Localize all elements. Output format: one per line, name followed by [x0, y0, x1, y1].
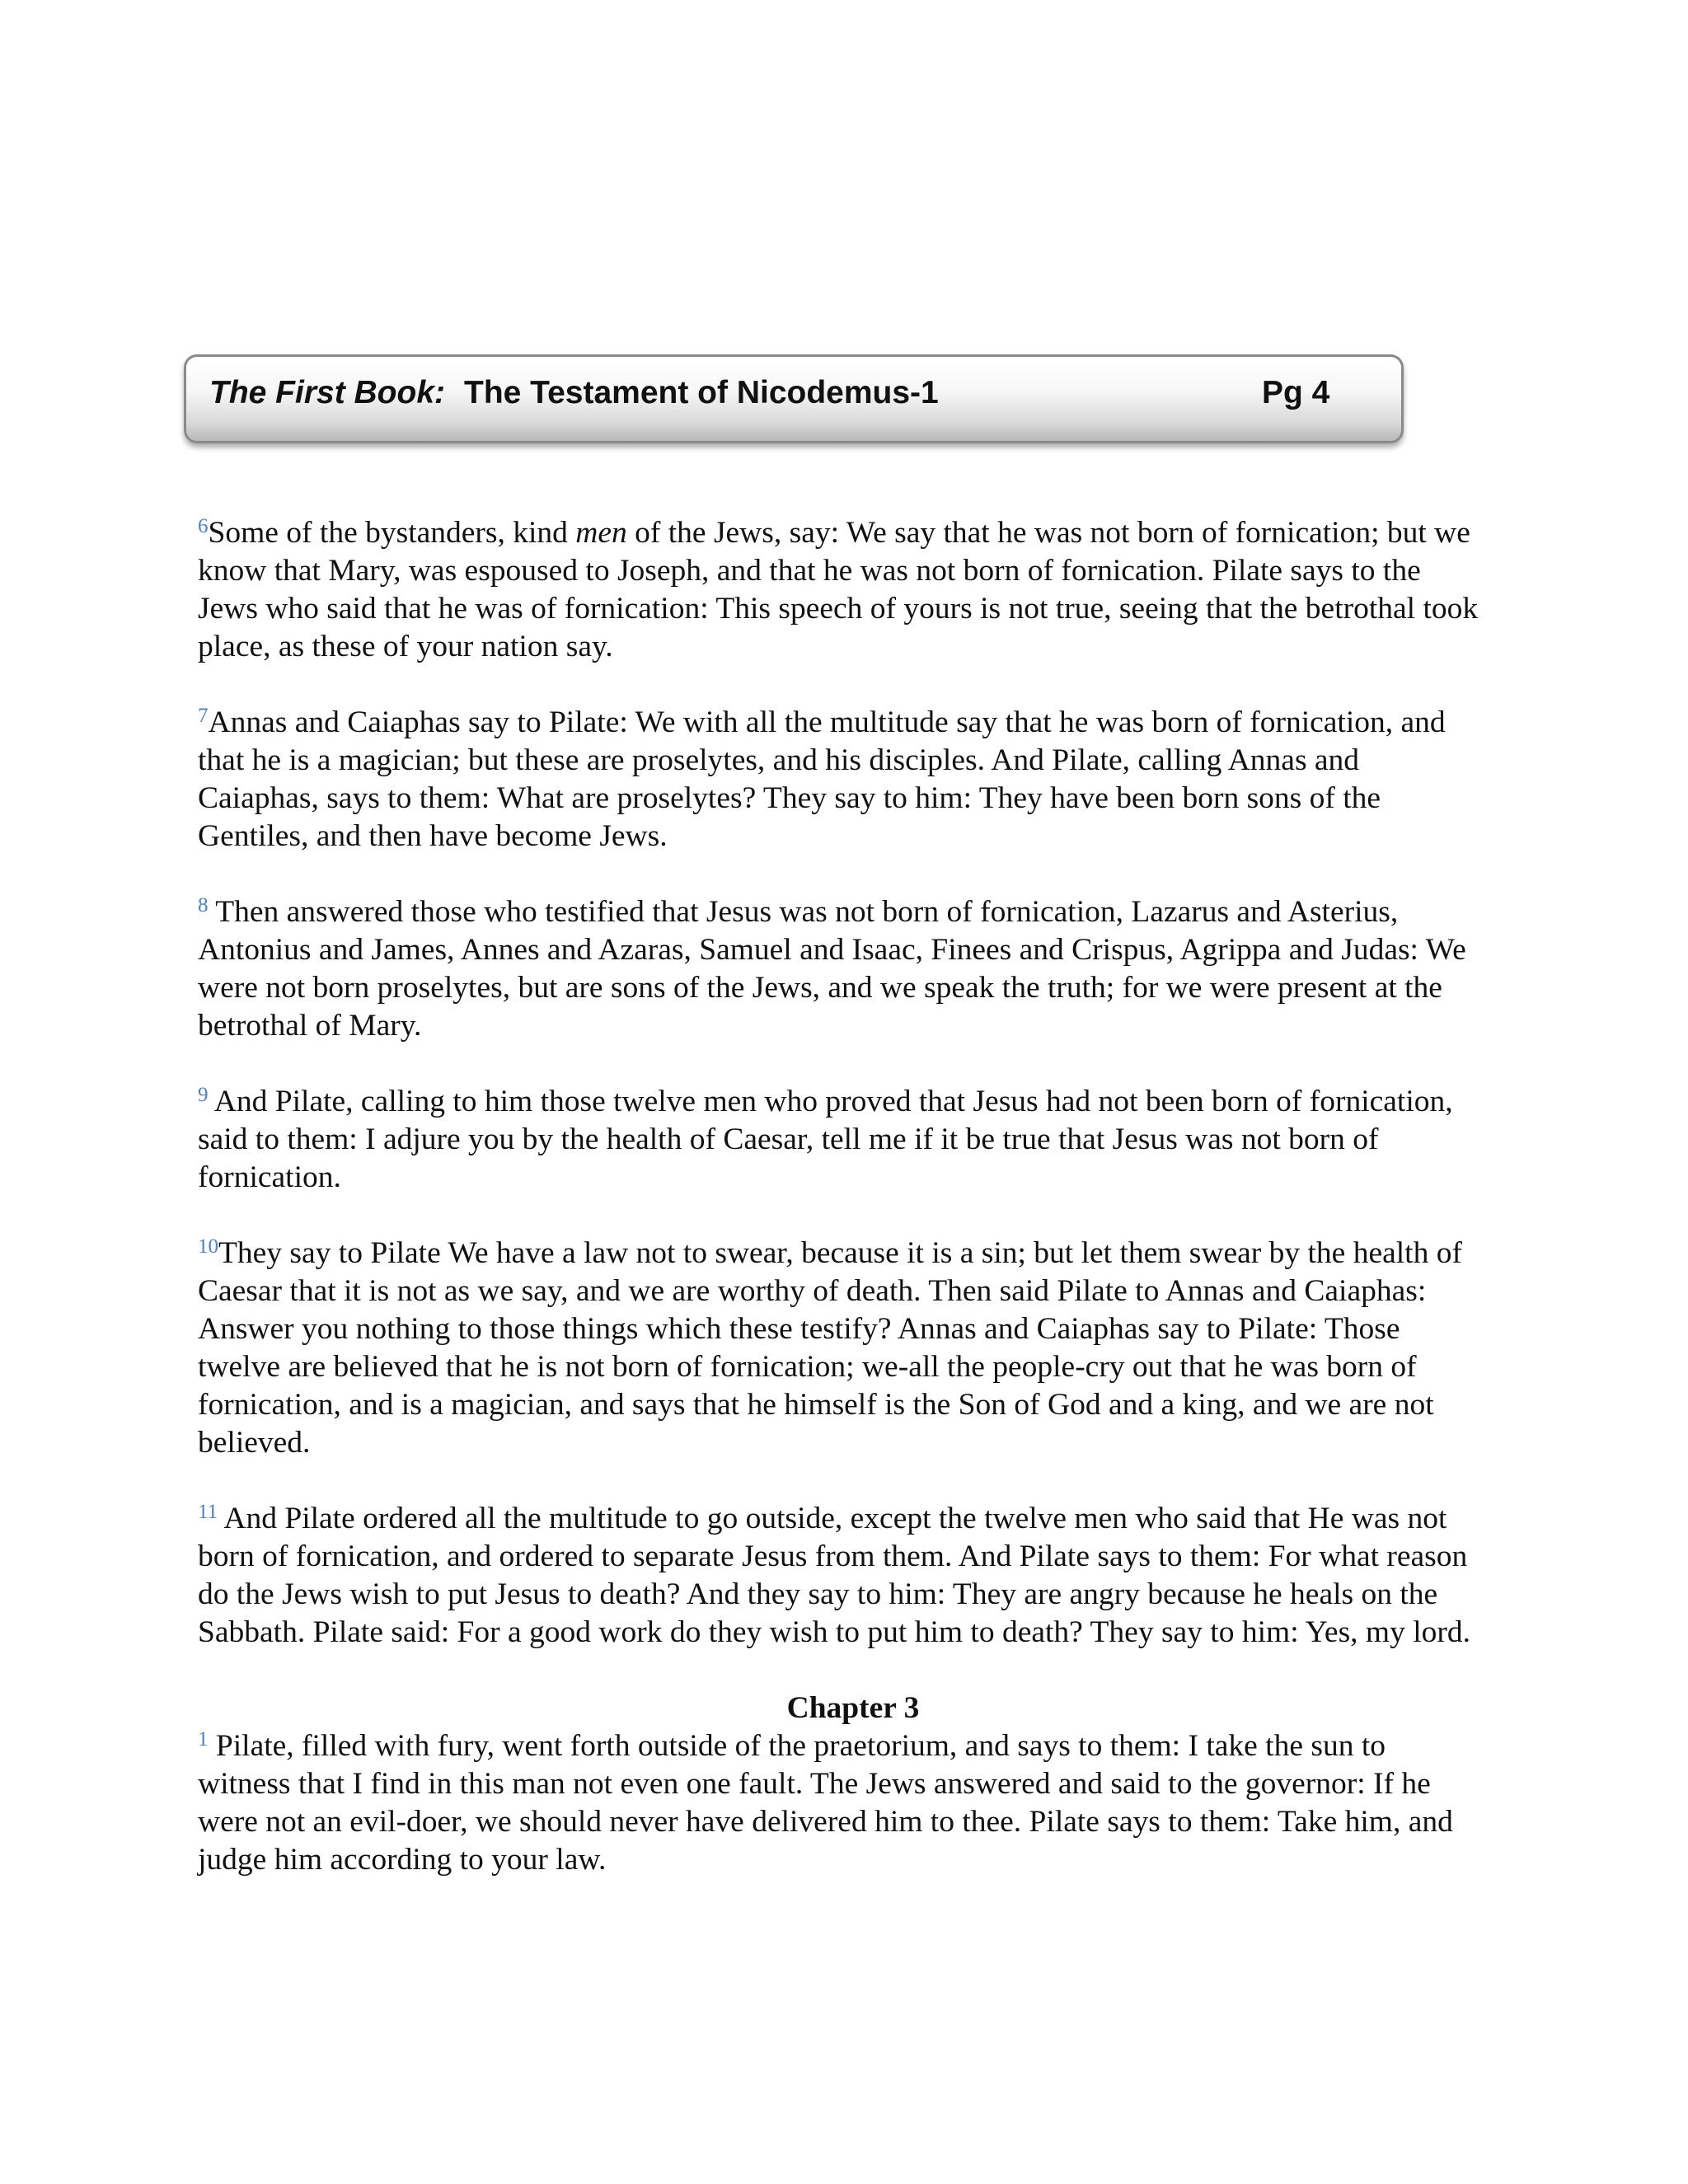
verse-text: Annas and Caiaphas say to Pilate: We with all the multitude say that he was born of fornication, and that he is a magician; but these are proselytes, and his disciples. And Pilate, calling Annas and Caiaphas, says to them: What are proselytes? They say to him: They have been born sons of the Gentiles, and then have become Jews. [198, 705, 1446, 853]
verse-number: 8 [198, 894, 209, 916]
page-number: Pg 4 [1262, 375, 1330, 410]
book-label: The First Book: [209, 375, 446, 410]
verse-11 [198, 1500, 1484, 1652]
page-header [184, 354, 1404, 443]
verse-number: 7 [198, 705, 209, 727]
verse-emphasis: men [575, 516, 627, 550]
verse-text: And Pilate, calling to him those twelve men who proved that Jesus had not been born of fornication, said to them: I adjure you by the health of Caesar, tell me if it be true that Jesus was not born of fornication. [198, 1085, 1453, 1194]
chapter-heading: Chapter 3 [786, 1691, 920, 1725]
verse-number: 9 [198, 1084, 209, 1106]
verse-7 [198, 704, 1484, 855]
verse-text: They say to Pilate We have a law not to swear, because it is a sin; but let them swear by the health of Caesar that it is not as we say, and we are worthy of death. Then said Pilate to Annas and Caiaphas: Answer you nothing to those things which these testify? Annas and Caiaphas say to Pilate: Those twelve are believed that he is not born of fornication; we-all the people-cry out that he was born of fornication, and is a magician, and says that he himself is the Son of God and a king, and we are not believed. [198, 1236, 1462, 1460]
document-body [198, 514, 1484, 1879]
verse-8 [198, 893, 1484, 1045]
verse-6 [198, 514, 1484, 666]
verse-text: And Pilate ordered all the multitude to go outside, except the twelve men who said that He was not born of fornication, and ordered to separate Jesus from them. And Pilate says to them: For what reason do the Jews wish to put Jesus to death? And they say to him: They are angry because he heals on the Sabbath. Pilate said: For a good work do they wish to put him to death? They say to him: Yes, my lord. [198, 1502, 1470, 1649]
verse-number: 11 [198, 1501, 218, 1523]
verse-text: Then answered those who testified that Jesus was not born of fornication, Lazarus and Asterius, Antonius and James, Annes and Azaras, Samuel and Isaac, Finees and Crispus, Agrippa and Judas: We were not born proselytes, but are sons of the Jews, and we speak the truth; for we were present at the betrothal of Mary. [198, 895, 1466, 1043]
chapter-3-verse-1 [198, 1727, 1484, 1879]
verse-number: 1 [198, 1728, 209, 1750]
verse-text: of the Jews, say: We say that he was not born of fornication; but we know that Mary, was espoused to Joseph, and that he was not born of fornication. Pilate says to the Jews who said that he was of fornication: This speech of yours is not true, seeing that the betrothal took place, as these of your nation say. [198, 516, 1479, 663]
verse-number: 6 [198, 515, 209, 537]
verse-9 [198, 1083, 1484, 1197]
verse-text: Pilate, filled with fury, went forth outside of the praetorium, and says to them: I take the sun to witness that I find in this man not even one fault. The Jews answered and said to the governor: If he were not an evil-doer, we should never have delivered him to thee. Pilate says to them: Take him, and judge him according to your law. [198, 1729, 1453, 1877]
document-title: The Testament of Nicodemus-1 [464, 375, 939, 410]
verse-text: Some of the bystanders, kind [208, 516, 576, 550]
verse-10 [198, 1235, 1484, 1462]
verse-number: 10 [198, 1235, 218, 1258]
